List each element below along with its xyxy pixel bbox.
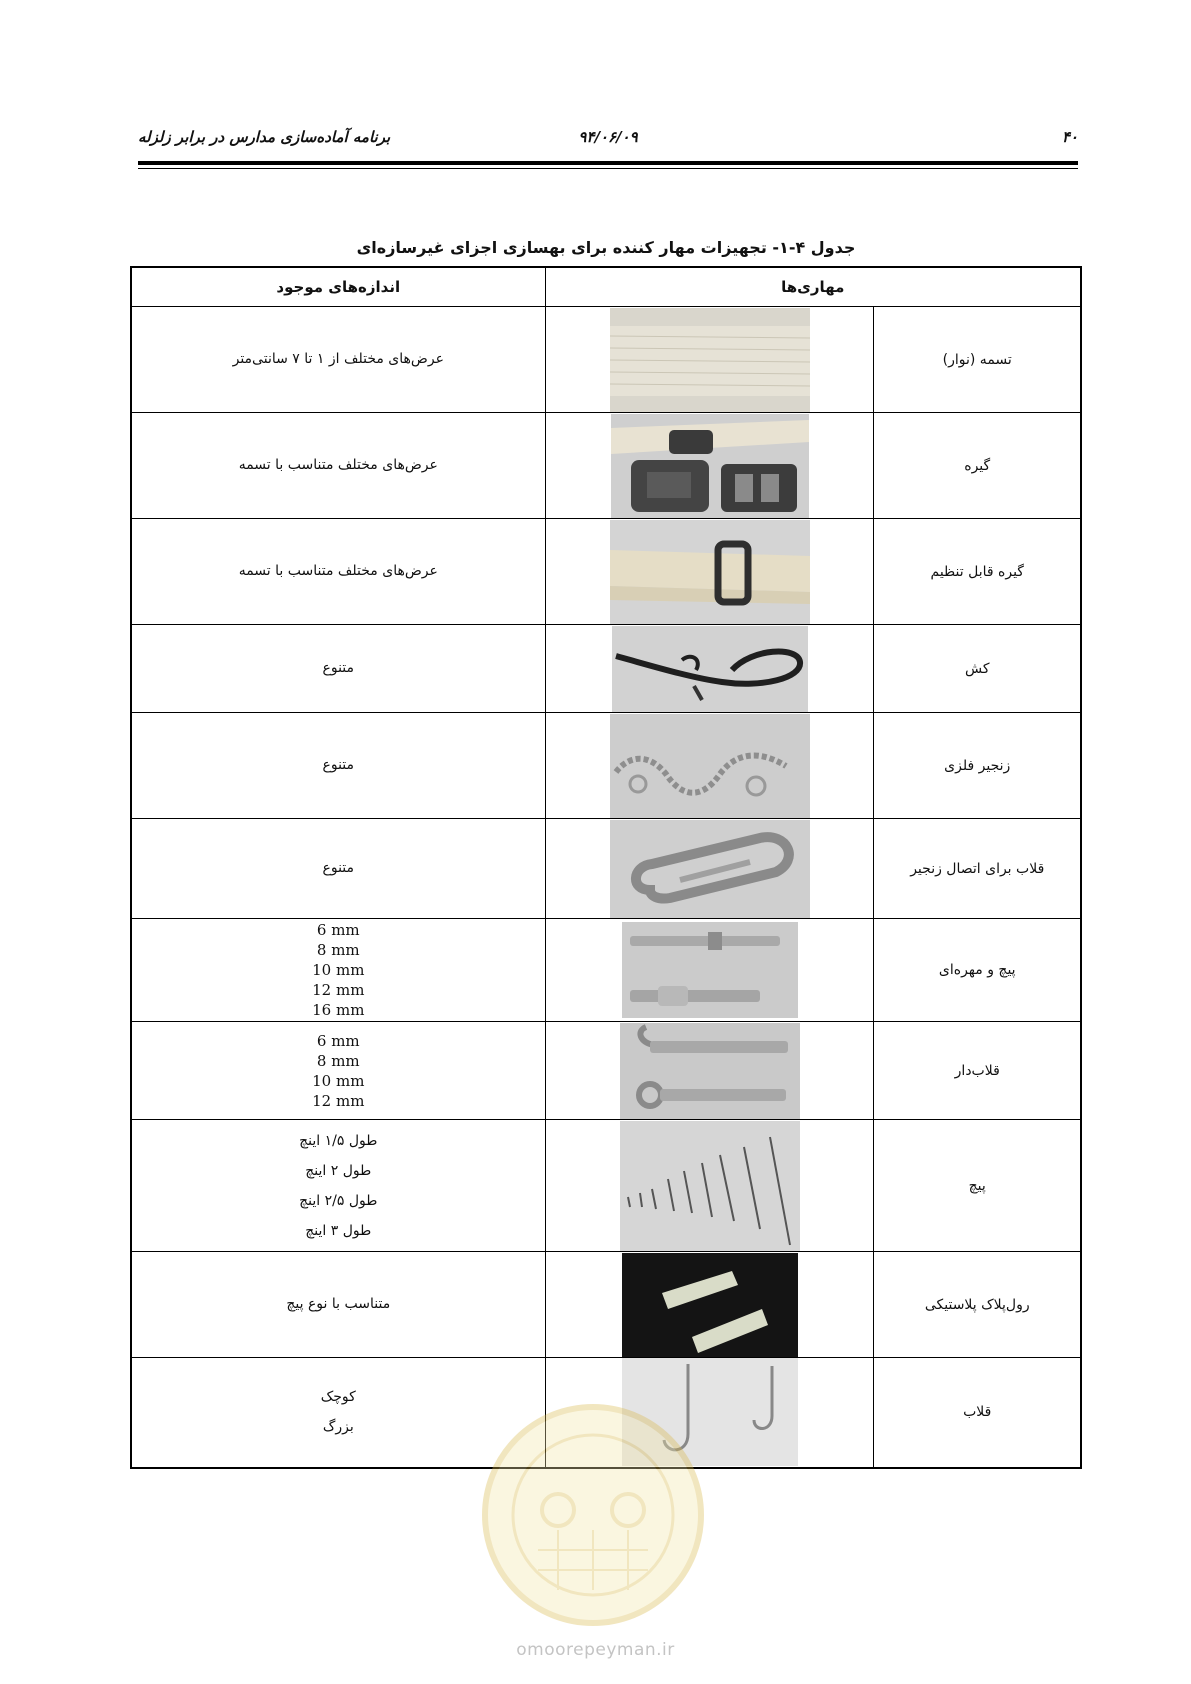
item-sizes: [131, 307, 545, 413]
header-date: ۹۴/۰۶/۰۹: [578, 128, 638, 146]
strap-photo: [610, 308, 810, 412]
item-name: زنجیر فلزی: [874, 713, 1081, 819]
item-name: گیره قابل تنظیم: [874, 519, 1081, 625]
page-number: ۴۰: [1061, 128, 1078, 146]
item-sizes: [131, 1252, 545, 1358]
col-header-sizes: اندازه‌های موجود: [131, 267, 545, 307]
buckle-photo: [611, 414, 809, 518]
wall-plug-photo: [622, 1253, 798, 1357]
size-value: عرض‌های مختلف متناسب با تسمه: [238, 563, 438, 579]
table-row: [131, 1358, 1081, 1468]
item-name: تسمه (نوار): [874, 307, 1081, 413]
screws-photo: [620, 1121, 800, 1251]
table-row: [131, 819, 1081, 919]
hook-bolt-photo: [620, 1023, 800, 1119]
item-name: رول‌پلاک پلاستیکی: [874, 1252, 1081, 1358]
item-photo-cell: [545, 713, 874, 819]
item-photo-cell: [545, 519, 874, 625]
item-name: پیچ: [874, 1120, 1081, 1252]
item-photo-cell: [545, 1022, 874, 1120]
document-title: برنامه آماده‌سازی مدارس در برابر زلزله: [138, 128, 391, 146]
size-value: متناسب با نوع پیچ: [286, 1296, 391, 1312]
adjustable-buckle-photo: [610, 520, 810, 624]
item-sizes: [131, 819, 545, 919]
item-photo-cell: [545, 819, 874, 919]
item-sizes: [131, 519, 545, 625]
item-sizes: [131, 919, 545, 1022]
item-name: کش: [874, 625, 1081, 713]
item-photo-cell: [545, 307, 874, 413]
item-photo-cell: [545, 1252, 874, 1358]
size-value: متنوع: [322, 757, 355, 773]
size-value: کوچک: [320, 1389, 356, 1406]
size-value: طول ۳ اینچ: [305, 1222, 372, 1239]
table-row: [131, 919, 1081, 1022]
item-name: گیره: [874, 413, 1081, 519]
item-sizes: [131, 625, 545, 713]
page-header: [138, 128, 1078, 150]
table-row: [131, 713, 1081, 819]
col-header-restraints: مهاری‌ها: [545, 267, 1081, 307]
size-value: 8 mm: [316, 941, 360, 959]
header-rule-thin: [138, 168, 1078, 169]
bungee-cord-photo: [612, 626, 808, 712]
size-value: 12 mm: [312, 1091, 365, 1110]
equipment-table: [130, 266, 1082, 1469]
size-value: طول ۲/۵ اینچ: [299, 1192, 378, 1209]
table-row: [131, 1022, 1081, 1120]
item-name: قلاب: [874, 1358, 1081, 1468]
size-value: 10 mm: [312, 1071, 365, 1090]
size-value: 12 mm: [312, 981, 365, 999]
metal-chain-photo: [610, 714, 810, 818]
table-row: [131, 1120, 1081, 1252]
size-value: 6 mm: [316, 921, 360, 939]
item-name: قلاب برای اتصال زنجیر: [874, 819, 1081, 919]
carabiner-photo: [610, 820, 810, 918]
size-value: طول ۲ اینچ: [305, 1162, 372, 1179]
size-value: 10 mm: [312, 961, 365, 979]
item-name: قلاب‌دار: [874, 1022, 1081, 1120]
item-sizes: [131, 1022, 545, 1120]
hook-photo: [622, 1358, 798, 1466]
watermark-text: omoorepeyman.ir: [516, 1640, 675, 1660]
table-header-row: [131, 267, 1081, 307]
item-sizes: [131, 713, 545, 819]
size-value: 16 mm: [312, 1001, 365, 1019]
item-photo-cell: [545, 919, 874, 1022]
item-photo-cell: [545, 413, 874, 519]
table-caption: جدول ۴-۱- تجهیزات مهار کننده برای بهسازی اجزای غیرسازه‌ای: [356, 238, 856, 257]
size-value: متنوع: [322, 660, 355, 676]
table-row: [131, 413, 1081, 519]
table-row: [131, 1252, 1081, 1358]
table-row: [131, 625, 1081, 713]
size-value: عرض‌های مختلف متناسب با تسمه: [238, 457, 438, 473]
size-value: 8 mm: [316, 1051, 360, 1070]
size-value: بزرگ: [322, 1419, 354, 1436]
item-photo-cell: [545, 1120, 874, 1252]
anchor-bolt-photo: [622, 922, 798, 1018]
size-value: 6 mm: [316, 1031, 360, 1050]
item-sizes: [131, 1120, 545, 1252]
size-value: طول ۱/۵ اینچ: [299, 1132, 378, 1149]
item-name: پیچ و مهره‌ای: [874, 919, 1081, 1022]
size-value: متنوع: [322, 860, 355, 876]
table-row: [131, 519, 1081, 625]
header-rule-thick: [138, 161, 1078, 165]
item-sizes: [131, 1358, 545, 1468]
size-value: عرض‌های مختلف از ۱ تا ۷ سانتی‌متر: [232, 351, 444, 367]
item-photo-cell: [545, 1358, 874, 1468]
item-photo-cell: [545, 625, 874, 713]
table-row: [131, 307, 1081, 413]
item-sizes: [131, 413, 545, 519]
